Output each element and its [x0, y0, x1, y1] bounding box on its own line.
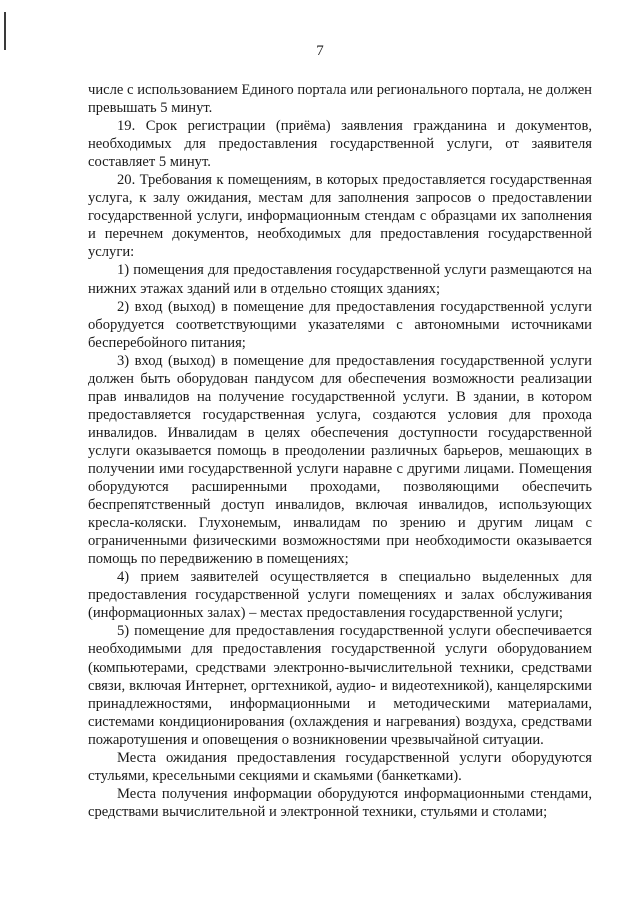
paragraph-20-premises-requirements: 20. Требования к помещениям, в которых предоставляется государственная услуга, к залу ожидания, местам для заполнения запросов о предоставлении государственной услуги, информационным стендам с образцами их заполнения и перечнем документов, необходимых для предоставления государственной услуги: — [88, 172, 592, 261]
paragraph-information-areas: Места получения информации оборудуются информационными стендами, средствами вычислительной и электронной техники, стульями и столами; — [88, 785, 592, 820]
list-item-4-reception-halls: 4) прием заявителей осуществляется в специально выделенных для предоставления государственной услуги помещениях и залах обслуживания (информационных залах) – местах предоставления государственной услуги; — [88, 569, 592, 622]
paragraph-continuation: числе с использованием Единого портала или регионального портала, не должен превышать 5 минут. — [88, 82, 592, 117]
list-item-1-floors: 1) помещения для предоставления государственной услуги размещаются на нижних этажах зданий или в отдельно стоящих зданиях; — [88, 262, 592, 297]
paragraph-waiting-areas: Места ожидания предоставления государственной услуги оборудуются стульями, кресельными секциями и скамьями (банкетками). — [88, 749, 592, 784]
list-item-5-equipment: 5) помещение для предоставления государственной услуги обеспечивается необходимыми для предоставления государственной услуги оборудованием (компьютерами, средствами электронно-вычислительной техники, средствами связи, включая Интернет, оргтехникой, аудио- и видеотехникой), канцелярскими принадлежностями, информационными и методическими материалами, системами кондиционирования (охлаждения и нагревания) воздуха, средствами пожаротушения и оповещения о возникновении чрезвычайной ситуации. — [88, 623, 592, 748]
list-item-2-entrance-signs: 2) вход (выход) в помещение для предоставления государственной услуги оборудуется соответствующими указателями с автономными источниками бесперебойного питания; — [88, 298, 592, 351]
page-number: 7 — [316, 43, 324, 59]
list-item-3-accessibility: 3) вход (выход) в помещение для предоставления государственной услуги должен быть оборудован пандусом для обеспечения возможности реализации прав инвалидов на получение государственной услуги. В здании, в котором предоставляется государственная услуга, создаются условия для прохода инвалидов. Инвалидам в целях обеспечения доступности государственной услуги оказывается помощь в преодолении различных барьеров, мешающих в получении ими государственной услуги наравне с другими лицами. Помещения оборудуются расширенными проходами, позволяющими обеспечить беспрепятственный доступ инвалидов, включая инвалидов, использующих кресла-коляски. Глухонемым, инвалидам по зрению и другим лицам с ограниченными физическими возможностями при необходимости оказывается помощь по передвижению в помещениях; — [88, 352, 592, 568]
paragraph-19-registration-time: 19. Срок регистрации (приёма) заявления гражданина и документов, необходимых для предоставления государственной услуги, от заявителя составляет 5 минут. — [88, 118, 592, 171]
document-body — [88, 81, 592, 821]
